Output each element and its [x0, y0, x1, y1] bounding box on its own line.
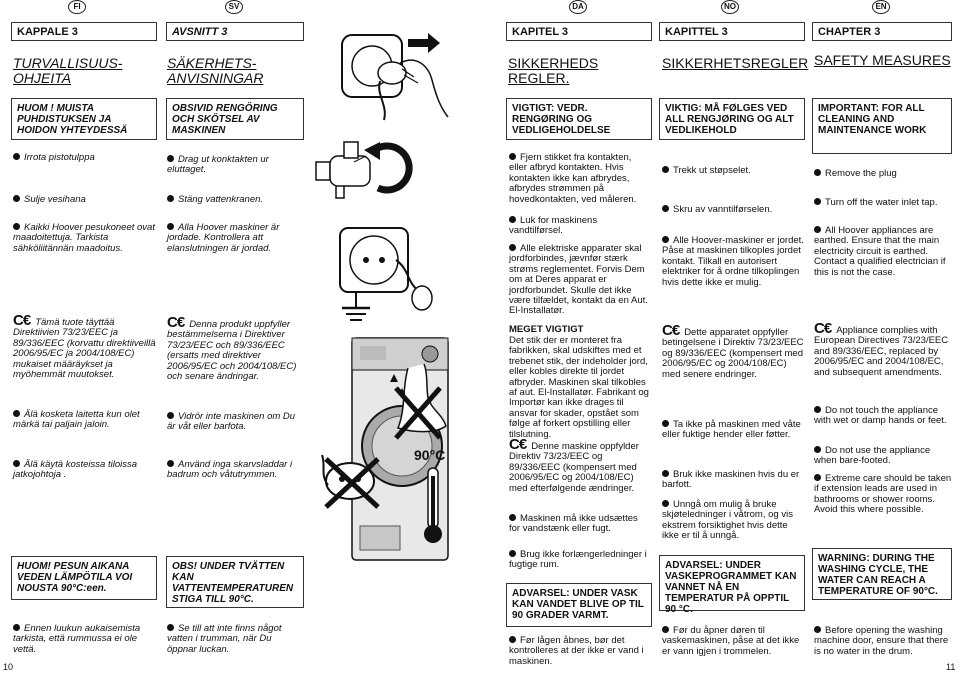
ce-mark-icon: C€: [167, 314, 185, 331]
unplug-socket-icon: [336, 25, 456, 125]
bullet-wet-fi: Älä kosketa laitetta kun olet märkä tai paljain jaloin.: [13, 410, 157, 431]
turn-off-arrow-icon: [364, 138, 424, 198]
bullet-door-da: Før lågen åbnes, bør det kontrolleres at der ikke er vand i maskinen.: [509, 636, 649, 667]
bullet-barefoot-no: Bruk ikke maskinen hvis du er barfott.: [662, 470, 804, 491]
bullet-unplug-no: Trekk ut støpselet.: [662, 166, 804, 176]
bullet-extension-da: Brug ikke forlængerledninger i fugtige rum.: [509, 550, 649, 571]
bullet-wet-en: Do not touch the appliance with wet or damp hands or feet.: [814, 406, 952, 427]
bullet-wet-da: Maskinen må ikke udsættes for vandstænk eller fugt.: [509, 514, 649, 535]
chapter-header-en: CHAPTER 3: [812, 22, 952, 41]
ce-compliance-fi: C€ Tämä tuote täyttää Direktiivien 73/23/EEC ja 89/336/EEC (korvattu direktiiveillä 2006/95/EC ja 2004/108/EC) mukaiset määräykset ja myöhemmät muutokset.: [13, 312, 156, 381]
important-heading-da: MEGET VIGTIGT: [509, 324, 584, 335]
chapter-header-fi: KAPPALE 3: [11, 22, 157, 41]
lang-badge-fi: FI: [68, 0, 86, 14]
lang-badge-en: EN: [872, 0, 890, 14]
bullet-unplug-fi: Irrota pistotulppa: [13, 153, 157, 163]
bullet-wet-no: Ta ikke på maskinen med våte eller fuktige hender eller føtter.: [662, 420, 804, 441]
ce-compliance-da: C€ Denne maskine oppfylder Direktiv 73/23/EEC og 89/336/EEC (kompensert med 2006/95/EC og 2004/108/EC) med efterfølgende ændringer.: [509, 436, 639, 494]
bullet-extension-no: Unngå om mulig å bruke skjøteledninger i våtrom, og vis ekstrem forsiktighet hvis dette ikke er til å unngå.: [662, 500, 804, 542]
extension-lead-icon: [316, 445, 386, 515]
bullet-door-sv: Se till att inte finns något vatten i trumman, när Du öppnar luckan.: [167, 624, 303, 655]
lang-badge-no: NO: [721, 0, 739, 14]
temp-warning-sv: OBS! UNDER TVÄTTEN KAN VATTENTEMPERATUREN STIGA TILL 90°C.: [166, 556, 304, 608]
ce-mark-icon: C€: [509, 436, 527, 453]
temperature-label: 90°C: [414, 447, 446, 463]
bullet-earth-da: Alle elektriske apparater skal jordforbindes, jævnfør stærk strøms reglementet. Forvis Dem om at Deres apparat er jordforbundet. Skulle det ikke være tilfældet, kontakt da en Aut. El-Installatør.: [509, 243, 648, 317]
bullet-door-fi: Ennen luukun aukaisemista tarkista, että rummussa ei ole vettä.: [13, 624, 157, 655]
cleaning-warning-en: IMPORTANT: FOR ALL CLEANING AND MAINTENANCE WORK: [812, 98, 952, 154]
bullet-tap-no: Skru av vanntilførselen.: [662, 205, 804, 215]
page-number-left: 10: [3, 662, 14, 672]
ce-mark-icon: C€: [814, 320, 832, 337]
chapter-header-da: KAPITEL 3: [506, 22, 652, 41]
bullet-earth-en: All Hoover appliances are earthed. Ensure that the main electricity circuit is earthed. Contact a qualified electrician if this is not the case.: [814, 226, 952, 278]
bullet-tap-en: Turn off the water inlet tap.: [814, 198, 952, 208]
chapter-header-no: KAPITTEL 3: [659, 22, 805, 41]
bullet-unplug-da: Fjern stikket fra kontakten, eller afbryd kontakten. Hvis kontakten ikke kan afbrydes, afbrydes strømmen på hovedkontakten, ved måleren.: [509, 153, 649, 205]
bullet-unplug-sv: Drag ut konktakten ur eluttaget.: [167, 155, 303, 176]
temp-warning-fi: HUOM! PESUN AIKANA VEDEN LÄMPÖTILA VOI NOUSTA 90°C:een.: [11, 556, 157, 600]
section-title-da: SIKKERHEDS REGLER.: [508, 55, 599, 86]
bullet-earth-no: Alle Hoover-maskiner er jordet. Påse at maskinen tilkoples jordet kontakt. Tilkall en autorisert elektriker for å ordne tilkoplingen hvis dette ikke er mulig.: [662, 235, 804, 288]
bullet-tap-fi: Sulje vesihana: [13, 195, 157, 205]
lang-badge-sv: SV: [225, 0, 243, 14]
bullet-barefoot-en: Do not use the appliance when bare-footed.: [814, 446, 952, 467]
section-title-en: SAFETY MEASURES: [814, 52, 951, 68]
cleaning-warning-fi: HUOM ! MUISTA PUHDISTUKSEN JA HOIDON YHTEYDESSÄ: [11, 98, 157, 140]
illustrations: [306, 0, 496, 676]
temp-warning-no: ADVARSEL: UNDER VASKEPROGRAMMET KAN VANNET NÅ EN TEMPERATUR PÅ OPPTIL 90 °C.: [659, 555, 805, 611]
thermometer-icon: [420, 466, 446, 546]
ce-compliance-en: C€ Appliance complies with European Directives 73/23/EEC and 89/336/EEC, replaced by 2006/95/EC and 2004/108/EC, and subsequent amendments.: [814, 320, 949, 378]
bullet-tap-da: Luk for maskinens vandtilførsel.: [509, 216, 649, 237]
bullet-extension-fi: Älä käytä kosteissa tiloissa jatkojohtoja .: [13, 460, 157, 481]
temp-warning-da: ADVARSEL: UNDER VASK KAN VANDET BLIVE OP TIL 90 GRADER VARMT.: [506, 583, 652, 627]
cleaning-warning-da: VIGTIGT: VEDR. RENGØRING OG VEDLIGEHOLDELSE: [506, 98, 652, 140]
ce-mark-icon: C€: [13, 312, 31, 329]
lang-badge-da: DA: [569, 0, 587, 14]
bullet-extension-sv: Använd inga skarvsladdar i badrum och våtutrymmen.: [167, 460, 303, 481]
section-title-sv: SÄKERHETS-ANVISNINGAR: [167, 55, 264, 86]
ce-compliance-no: C€ Dette apparatet oppfyller betingelsene i Direktiv 73/23/EEC og 89/336/EEC (kompensert med 2006/95/EC og 2004/108/EC) med senere endringer.: [662, 322, 804, 380]
temp-warning-en: WARNING: DURING THE WASHING CYCLE, THE WATER CAN REACH A TEMPERATURE OF 90°C.: [812, 548, 952, 600]
cleaning-warning-no: VIKTIG: MÅ FØLGES VED ALL RENGJØRING OG ALT VEDLIKEHOLD: [659, 98, 805, 140]
section-title-no: SIKKERHETSREGLER: [662, 55, 809, 71]
bullet-tap-sv: Stäng vattenkranen.: [167, 195, 303, 205]
bullet-unplug-en: Remove the plug: [814, 169, 952, 179]
cleaning-warning-sv: OBSIVID RENGÖRING OCH SKÖTSEL AV MASKINEN: [166, 98, 304, 140]
bullet-earth-fi: Kaikki Hoover pesukoneet ovat maadoitettuja. Tarkista sähköliitännän maadoitus.: [13, 223, 157, 254]
ce-mark-icon: C€: [662, 322, 680, 339]
chapter-header-sv: AVSNITT 3: [166, 22, 304, 41]
bullet-door-no: Før du åpner døren til vaskemaskinen, påse at det ikke er vann igjen i trommelen.: [662, 626, 804, 657]
bullet-earth-sv: Alla Hoover maskiner är jordade. Kontrollera att elanslutningen är jordad.: [167, 223, 303, 254]
bullet-wet-sv: Vidrör inte maskinen om Du är våt eller barfota.: [167, 412, 303, 433]
bullet-extension-en: Extreme care should be taken if extension leads are used in bathrooms or shower rooms. Avoid this where possible.: [814, 473, 952, 516]
important-text-da: Det stik der er monteret fra fabrikken, skal udskiftes med et trebenet stik, der indeholder jord, eller kobles direkte til jordet afbryder. Maskinen skal tilkobles af aut. El-Installatør. Fabrikant og Importør kan ikke drages til ansvar for skader, opstået som følge af forkert opstilling eller tilslutning.: [509, 335, 649, 440]
earthed-socket-icon: [326, 222, 446, 332]
ce-compliance-sv: C€ Denna produkt uppfyller bestämmelserna i Direktiver 73/23/EEC och 89/336/EEC (ersatts med direktiver 2006/95/EC och 2004/108/EC) och senare ändringar.: [167, 314, 297, 383]
bullet-door-en: Before opening the washing machine door, ensure that there is no water in the drum.: [814, 626, 952, 657]
wet-feet-icon: [388, 358, 452, 448]
page-number-right: 11: [946, 662, 956, 672]
section-title-fi: TURVALLISUUS-OHJEITA: [13, 55, 123, 86]
